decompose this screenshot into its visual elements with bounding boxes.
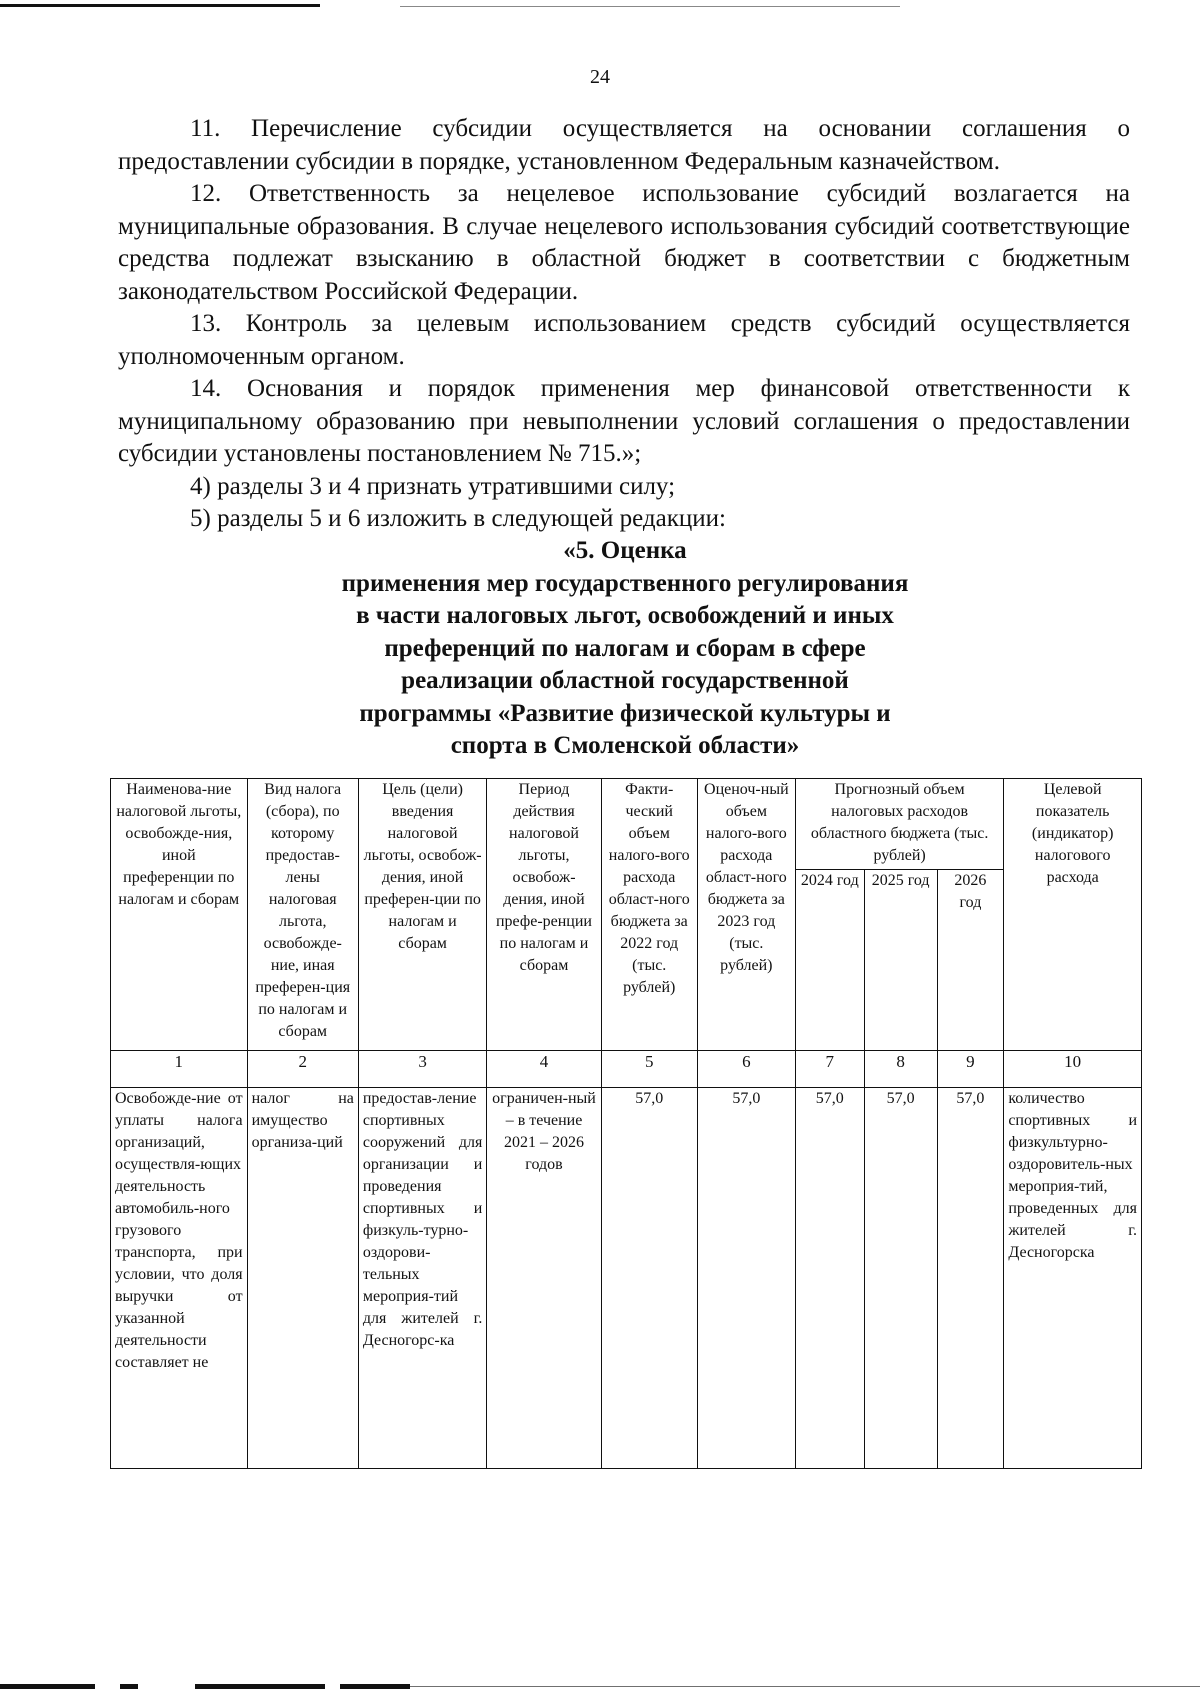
- column-number: 1: [111, 1051, 248, 1088]
- cell-indicator: количество спортивных и физкультурно-оздоровитель-ных мероприя-тий, проведенных для жителей г. Десногорска: [1004, 1088, 1142, 1469]
- body-text: [118, 113, 1130, 536]
- paragraph-13: 13. Контроль за целевым использованием средств субсидий осуществляется уполномоченным органом.: [118, 310, 1130, 370]
- column-number: 5: [601, 1051, 697, 1088]
- scan-edge-top-dashes: [400, 6, 900, 7]
- paragraph-11: 11. Перечисление субсидии осуществляется на основании соглашения о предоставлении субсидии в порядке, установленном Федеральным казначейством.: [118, 115, 1130, 175]
- cell-goal: предостав-ление спортивных сооружений для организации и проведения спортивных и физкуль-турно-оздорови-тельных мероприя-тий для жителей г. Десногорс-ка: [358, 1088, 486, 1469]
- cell-2024: 57,0: [795, 1088, 864, 1469]
- header-goal: Цель (цели) введения налоговой льготы, освобож-дения, иной преферен-ции по налогам и сборам: [358, 779, 486, 1051]
- header-actual: Факти-ческий объем налого-вого расхода област-ного бюджета за 2022 год (тыс. рублей): [601, 779, 697, 1051]
- heading-line: реализации областной государственной: [401, 667, 849, 694]
- section-heading: [0, 535, 1200, 763]
- header-tax-type: Вид налога (сбора), по которому предостав-лены налоговая льгота, освобожде-ние, иная преферен-ция по налогам и сборам: [247, 779, 358, 1051]
- subpoint-5: 5) разделы 5 и 6 изложить в следующей редакции:: [190, 505, 726, 532]
- table-row: [111, 1088, 1142, 1469]
- tax-expenditure-table: [110, 778, 1142, 1469]
- column-number: 9: [937, 1051, 1004, 1088]
- heading-line: программы «Развитие физической культуры и: [359, 699, 891, 727]
- paragraph-14: 14. Основания и порядок применения мер финансовой ответственности к муниципальному образованию при невыполнении условий соглашения о предоставлении субсидии установлены постановлением № 715.»;: [118, 375, 1130, 467]
- header-forecast-group: Прогнозный объем налоговых расходов областного бюджета (тыс. рублей): [795, 779, 1003, 870]
- scan-edge-bottom-line: [410, 1686, 1200, 1687]
- scan-edge-top: [0, 4, 320, 7]
- cell-2025: 57,0: [864, 1088, 937, 1469]
- column-number: 6: [697, 1051, 795, 1088]
- scan-edge-bottom-4: [340, 1684, 410, 1689]
- column-number: 10: [1004, 1051, 1142, 1088]
- scan-edge-bottom: [0, 1684, 95, 1689]
- header-year-2025: 2025 год: [864, 870, 937, 1051]
- column-number: 2: [247, 1051, 358, 1088]
- cell-tax-type: налог на имущество организа-ций: [247, 1088, 358, 1469]
- heading-line: в части налоговых льгот, освобождений и иных: [356, 602, 894, 629]
- column-number: 7: [795, 1051, 864, 1088]
- column-number-row: [111, 1051, 1142, 1088]
- page-number: 24: [590, 66, 610, 88]
- heading-line: «5. Оценка: [563, 537, 687, 564]
- cell-estimated: 57,0: [697, 1088, 795, 1469]
- cell-name: Освобожде-ние от уплаты налога организаций, осуществля-ющих деятельность автомобиль-ного грузового транспорта, при условии, что доля выручки от указанной деятельности составляет не: [111, 1088, 248, 1469]
- header-period: Период действия налоговой льготы, освобож-дения, иной префе-ренции по налогам и сборам: [487, 779, 601, 1051]
- heading-line: спорта в Смоленской области»: [450, 732, 800, 759]
- cell-2026: 57,0: [937, 1088, 1004, 1469]
- header-row: [111, 779, 1142, 870]
- subpoint-4: 4) разделы 3 и 4 признать утратившими силу;: [190, 472, 676, 500]
- header-indicator: Целевой показатель (индикатор) налогового расхода: [1004, 779, 1142, 1051]
- paragraph-12: 12. Ответственность за нецелевое использование субсидий возлагается на муниципальные образования. В случае нецелевого использования субсидий соответствующие средства подлежат взысканию в областной бюджет в соответствии с бюджетным законодательством Российской Федерации.: [118, 180, 1130, 305]
- cell-period: ограничен-ный – в течение 2021 – 2026 годов: [487, 1088, 601, 1469]
- scan-edge-bottom-3: [195, 1684, 325, 1689]
- column-number: 4: [487, 1051, 601, 1088]
- cell-actual: 57,0: [601, 1088, 697, 1469]
- header-year-2024: 2024 год: [795, 870, 864, 1051]
- heading-line: применения мер государственного регулирования: [341, 569, 909, 597]
- header-name: Наименова-ние налоговой льготы, освобожде-ния, иной преференции по налогам и сборам: [111, 779, 248, 1051]
- header-year-2026: 2026 год: [937, 870, 1004, 1051]
- header-estimated: Оценоч-ный объем налого-вого расхода област-ного бюджета за 2023 год (тыс. рублей): [697, 779, 795, 1051]
- scan-edge-bottom-2: [120, 1684, 138, 1689]
- column-number: 8: [864, 1051, 937, 1088]
- column-number: 3: [358, 1051, 486, 1088]
- heading-line: преференций по налогам и сборам в сфере: [384, 634, 866, 662]
